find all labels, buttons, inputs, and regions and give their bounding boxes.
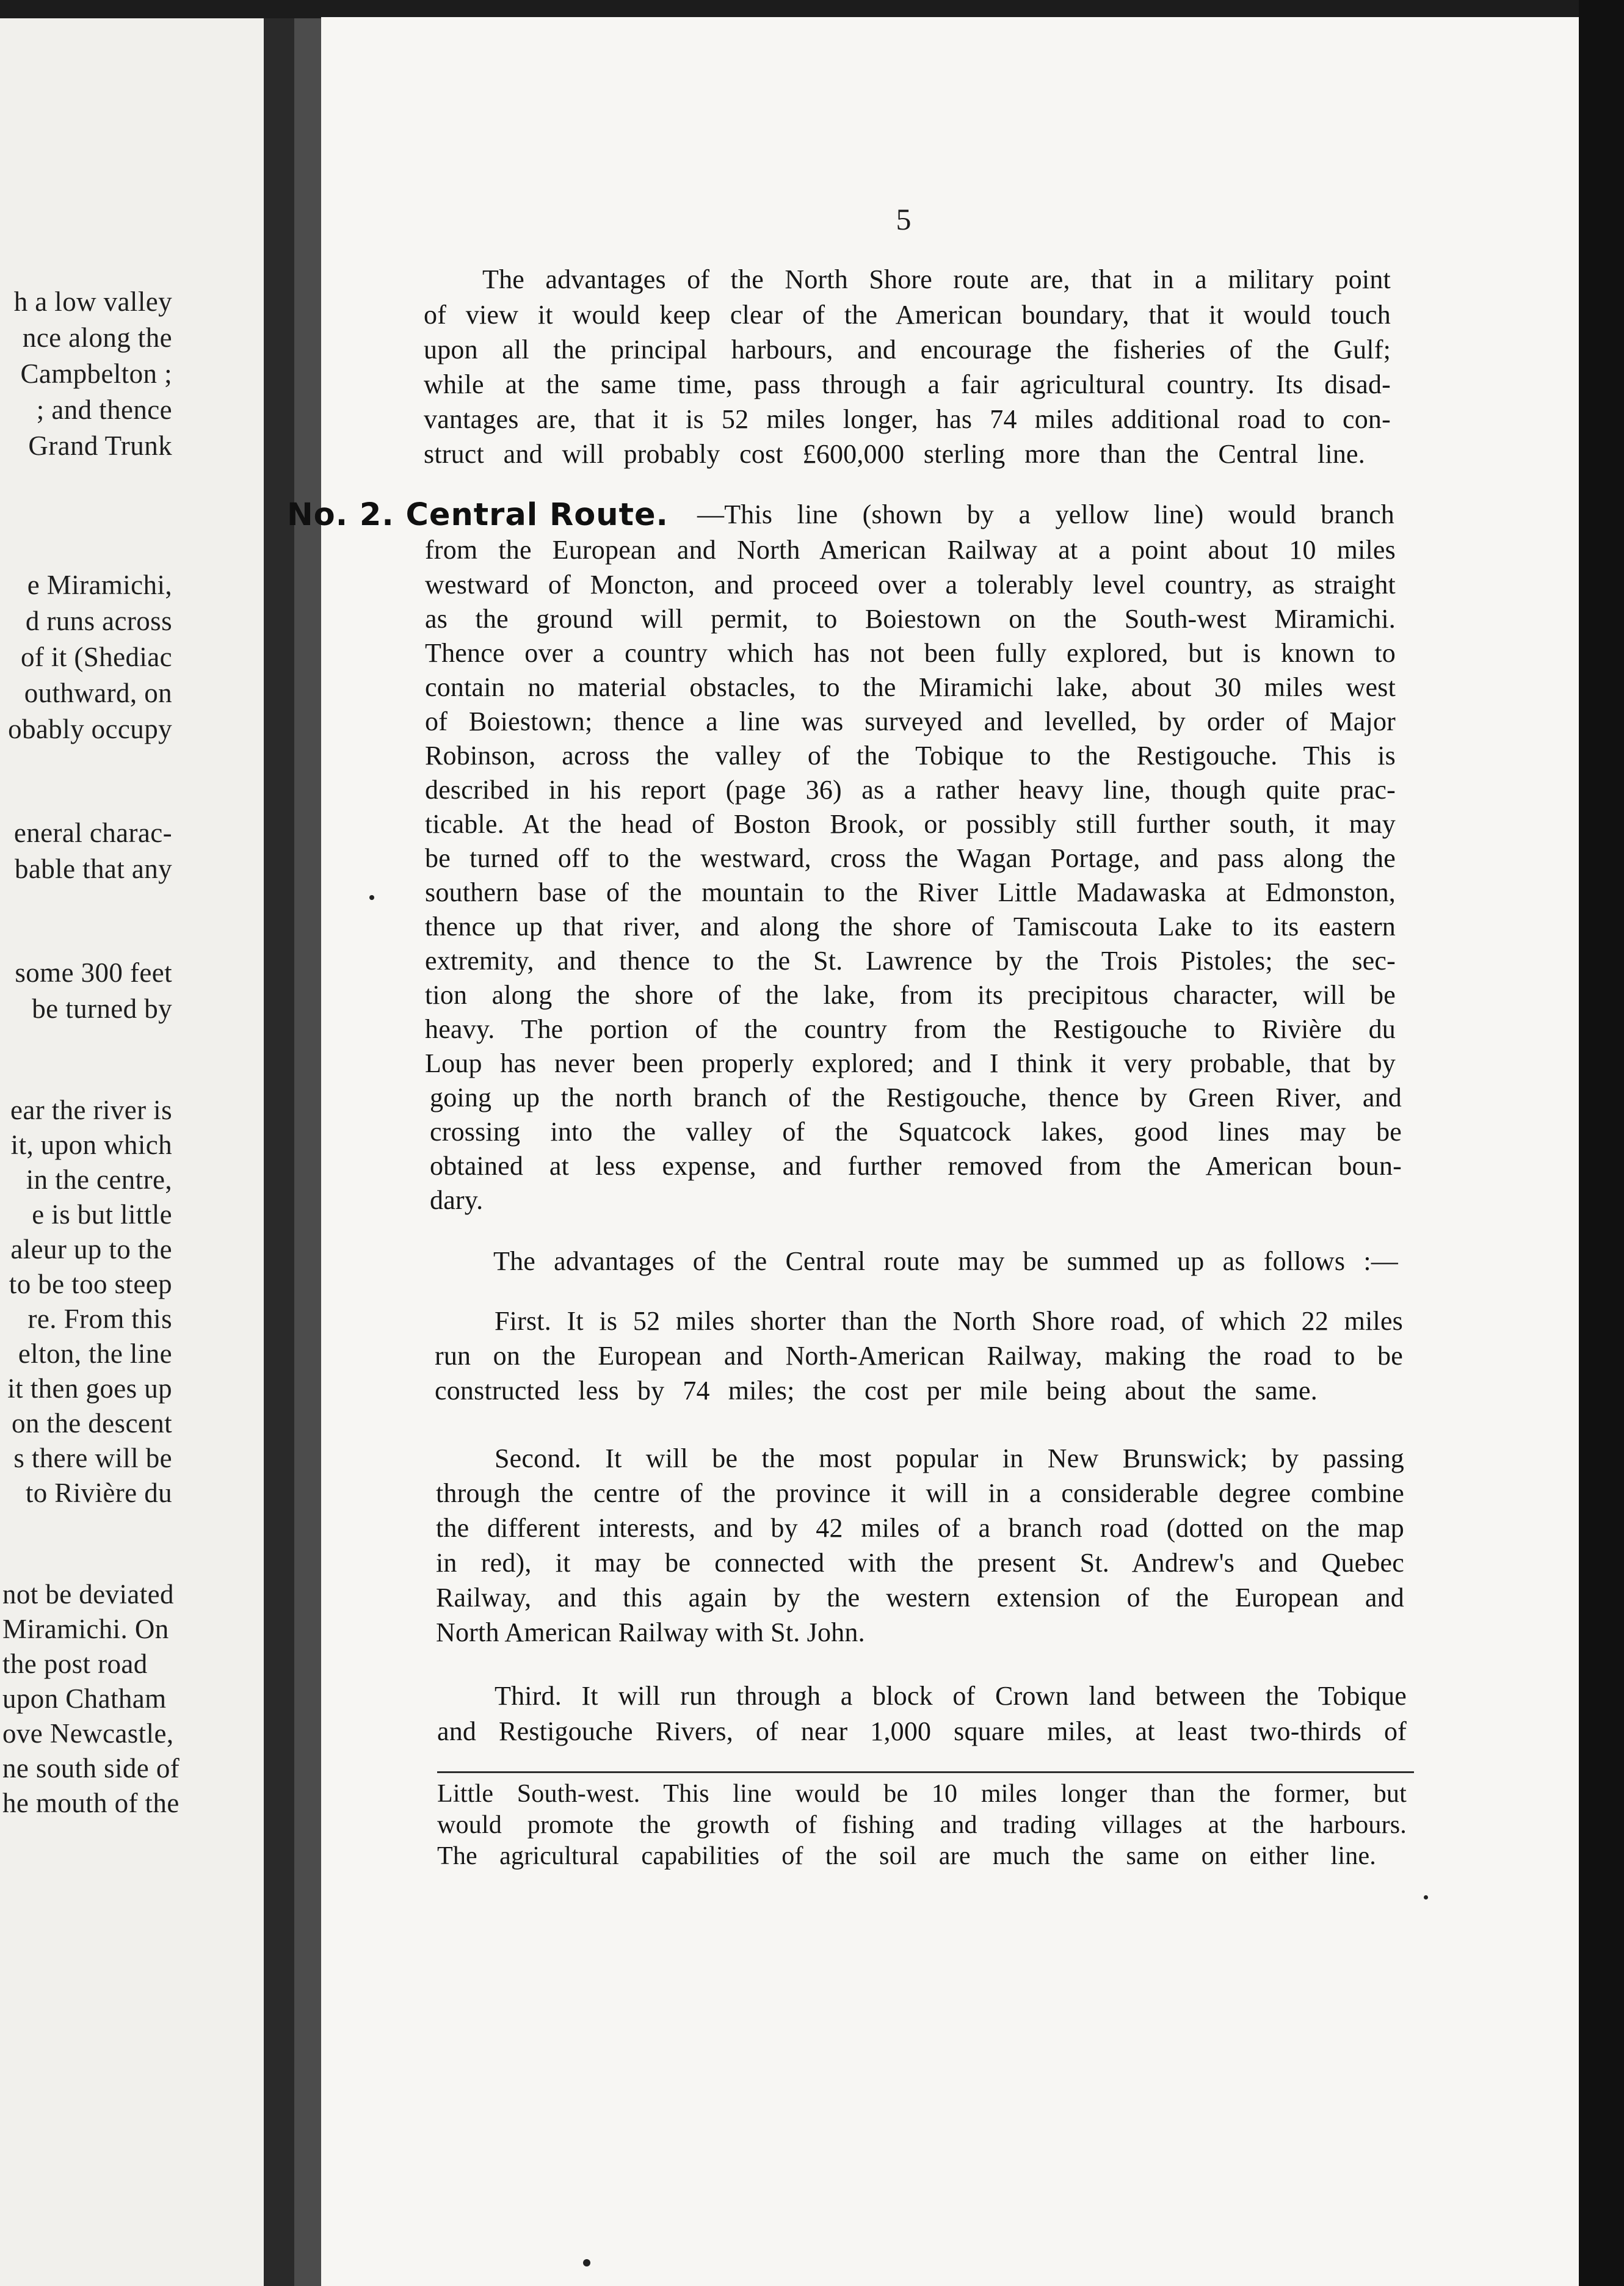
section-heading: No. 2. Central Route. — [287, 497, 669, 533]
paragraph-line: Robinson, across the valley of the Tobique to the Restigouche. This is — [425, 741, 1396, 771]
left-text-line: nce along the — [22, 322, 172, 353]
left-text-line: the post road — [2, 1649, 148, 1679]
paragraph-line: Thence over a country which has not been fully explored, but is known to — [425, 638, 1396, 668]
paragraph-line: Loup has never been properly explored; and I think it very probable, that by — [425, 1048, 1396, 1078]
paragraph-line: while at the same time, pass through a fair agricultural country. Its disad- — [424, 369, 1391, 399]
scan-speck — [583, 2259, 590, 2266]
left-facing-page — [0, 18, 264, 2286]
left-text-line: he mouth of the — [2, 1788, 179, 1818]
left-text-line: h a low valley — [13, 286, 172, 317]
paragraph-line: of view it would keep clear of the American boundary, that it would touch — [424, 300, 1391, 330]
left-text-line: outhward, on — [24, 678, 172, 708]
paragraph-line: Third. It will run through a block of Crown land between the Tobique — [495, 1681, 1407, 1711]
left-text-line: e Miramichi, — [27, 570, 172, 600]
left-text-line: Grand Trunk — [28, 430, 172, 461]
paragraph-line: in red), it may be connected with the present St. Andrew's and Quebec — [436, 1548, 1404, 1578]
paragraph-line: obtained at less expense, and further removed from the American boun- — [430, 1151, 1402, 1181]
paragraph-line: westward of Moncton, and proceed over a tolerably level country, as straight — [425, 570, 1396, 600]
left-text-line: re. From this — [27, 1304, 172, 1334]
scan-speck — [369, 895, 374, 900]
left-text-line: ove Newcastle, — [2, 1718, 174, 1749]
left-text-line: be turned by — [32, 993, 172, 1024]
summary-line: The advantages of the Central route may be summed up as follows :— — [493, 1246, 1398, 1276]
paragraph-line: southern base of the mountain to the River Little Madawaska at Edmonston, — [425, 877, 1396, 907]
paragraph-line: Railway, and this again by the western extension of the European and — [436, 1583, 1404, 1613]
scan-speck — [1424, 1895, 1428, 1900]
paragraph-line: First. It is 52 miles shorter than the North Shore road, of which 22 miles — [495, 1306, 1403, 1336]
left-text-line: on the descent — [11, 1408, 172, 1439]
left-text-line: not be deviated — [2, 1579, 174, 1609]
paragraph-line: heavy. The portion of the country from the Restigouche to Rivière du — [425, 1014, 1396, 1044]
paragraph-line: The advantages of the North Shore route are, that in a military point — [482, 264, 1391, 294]
left-text-line: d runs across — [25, 606, 172, 636]
left-text-line: in the centre, — [26, 1164, 172, 1195]
left-text-line: it, upon which — [10, 1130, 172, 1160]
paragraph-line: ticable. At the head of Boston Brook, or possibly still further south, it may — [425, 809, 1396, 839]
book-gutter — [264, 18, 294, 2286]
left-text-line: ; and thence — [36, 394, 172, 425]
left-text-line: of it (Shediac — [20, 642, 172, 672]
paragraph-line: through the centre of the province it will in a considerable degree combine — [436, 1478, 1404, 1508]
left-text-line: s there will be — [13, 1443, 172, 1473]
left-text-line: bable that any — [15, 854, 172, 884]
paragraph-line: dary. — [430, 1185, 484, 1215]
left-text-line: ne south side of — [2, 1753, 180, 1783]
footnote-line: The agricultural capabilities of the soil are much the same on either line. — [437, 1842, 1376, 1870]
paragraph-line: crossing into the valley of the Squatcock lakes, good lines may be — [430, 1117, 1402, 1147]
left-text-line: elton, the line — [18, 1338, 172, 1369]
paragraph-line: North American Railway with St. John. — [436, 1617, 865, 1647]
paragraph-line: and Restigouche Rivers, of near 1,000 square miles, at least two-thirds of — [437, 1716, 1407, 1746]
paragraph-line: described in his report (page 36) as a rather heavy line, though quite prac- — [425, 775, 1396, 805]
paragraph-line: upon all the principal harbours, and encourage the fisheries of the Gulf; — [424, 335, 1391, 365]
left-text-line: e is but little — [32, 1199, 172, 1230]
left-text-line: to be too steep — [9, 1269, 172, 1299]
left-text-line: Miramichi. On — [2, 1614, 169, 1644]
page-outer-edge — [1579, 0, 1624, 2286]
paragraph-line: struct and will probably cost £600,000 sterling more than the Central line. — [424, 439, 1365, 469]
left-text-line: eneral charac- — [13, 818, 172, 848]
left-text-line: ear the river is — [10, 1095, 172, 1125]
left-text-line: Campbelton ; — [20, 358, 172, 389]
paragraph-line: Second. It will be the most popular in New Brunswick; by passing — [495, 1443, 1404, 1473]
section-first-line: —This line (shown by a yellow line) would branch — [697, 499, 1394, 529]
paragraph-line: run on the European and North-American Railway, making the road to be — [435, 1341, 1403, 1371]
paragraph-line: as the ground will permit, to Boiestown on the South-west Miramichi. — [425, 604, 1396, 634]
paragraph-line: extremity, and thence to the St. Lawrence by the Trois Pistoles; the sec- — [425, 946, 1396, 976]
paragraph-line: contain no material obstacles, to the Miramichi lake, about 30 miles west — [425, 672, 1396, 702]
paragraph-line: going up the north branch of the Restigouche, thence by Green River, and — [430, 1083, 1402, 1112]
paragraph-line: thence up that river, and along the shore of Tamiscouta Lake to its eastern — [425, 912, 1396, 942]
footnote-line: would promote the growth of fishing and trading villages at the harbours. — [437, 1811, 1407, 1839]
paragraph-line: be turned off to the westward, cross the Wagan Portage, and pass along the — [425, 843, 1396, 873]
left-text-line: upon Chatham — [2, 1683, 167, 1714]
page-number: 5 — [896, 202, 912, 236]
footnote-line: Little South-west. This line would be 10 miles longer than the former, but — [437, 1780, 1407, 1808]
footnote-divider — [437, 1771, 1414, 1773]
paragraph-line: from the European and North American Railway at a point about 10 miles — [425, 535, 1396, 565]
paragraph-line: of Boiestown; thence a line was surveyed and levelled, by order of Major — [425, 706, 1396, 736]
left-text-line: some 300 feet — [15, 957, 172, 988]
binding-edge — [294, 18, 321, 2286]
left-text-line: aleur up to the — [10, 1234, 172, 1265]
paragraph-line: vantages are, that it is 52 miles longer, has 74 miles additional road to con- — [424, 404, 1391, 434]
paragraph-line: the different interests, and by 42 miles of a branch road (dotted on the map — [436, 1513, 1404, 1543]
left-text-line: obably occupy — [8, 714, 172, 744]
paragraph-line: constructed less by 74 miles; the cost per mile being about the same. — [435, 1376, 1318, 1406]
paragraph-line: tion along the shore of the lake, from its precipitous character, will be — [425, 980, 1396, 1010]
left-text-line: to Rivière du — [25, 1478, 172, 1508]
left-text-line: it then goes up — [7, 1373, 172, 1404]
